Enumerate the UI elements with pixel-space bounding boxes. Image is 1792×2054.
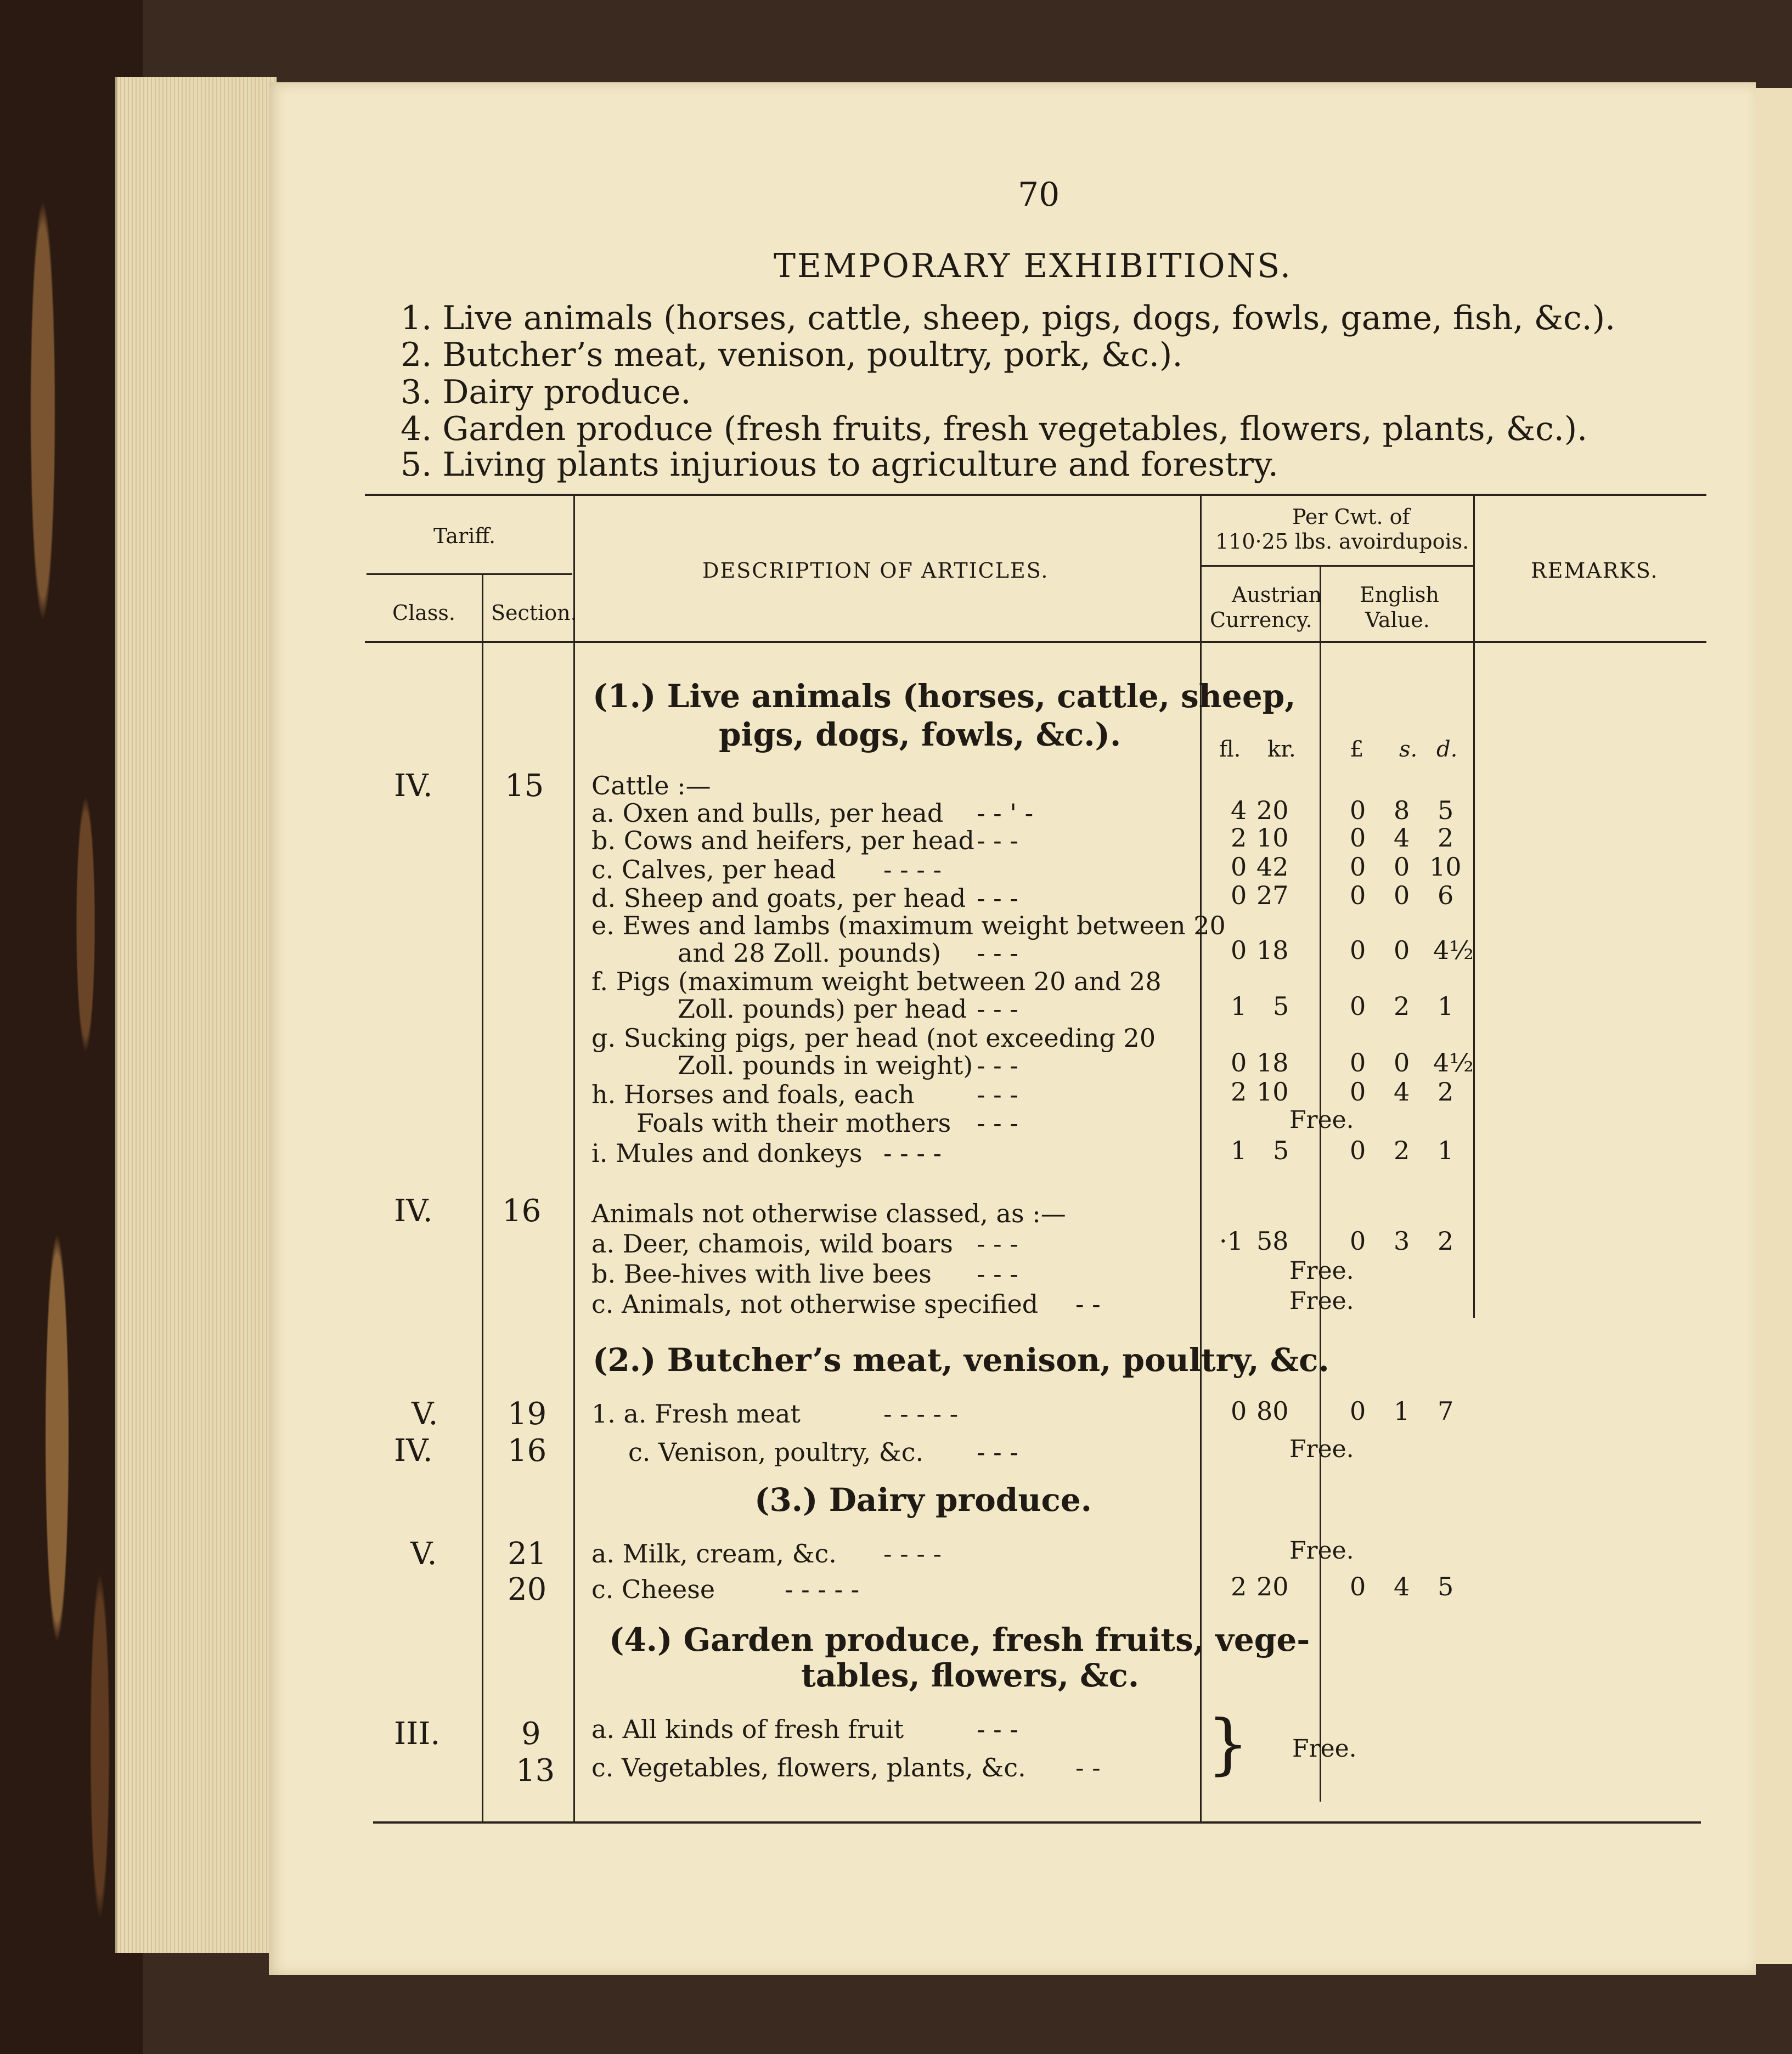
section-title: (4.) Garden produce, fresh fruits, vege-: [609, 1621, 1310, 1658]
english-remarks-divider: [1473, 495, 1475, 1318]
leader-dashes: - - - -: [883, 1539, 942, 1568]
header-bottom-rule: [365, 641, 1706, 643]
section-title: pigs, dogs, fowls, &c.).: [719, 716, 1122, 753]
unit-pound: £: [1350, 737, 1364, 762]
section-number: 19: [508, 1396, 547, 1432]
leader-dashes: - - -: [977, 1080, 1018, 1109]
leader-dashes: - -: [1075, 1289, 1101, 1319]
leader-dashes: - - -: [977, 1259, 1018, 1289]
value-pound: 0: [1350, 823, 1366, 853]
value-florin: 2: [1231, 1077, 1247, 1107]
value-pence: 7: [1438, 1396, 1454, 1426]
value-florin: 0: [1231, 881, 1247, 910]
row-label: d. Sheep and goats, per head: [591, 883, 966, 913]
value-shilling: 4: [1394, 823, 1410, 853]
row-label: Foals with their mothers: [636, 1108, 951, 1138]
value-pound: 0: [1350, 852, 1366, 882]
leader-dashes: - - - - -: [883, 1399, 959, 1429]
section-number: 13: [516, 1753, 555, 1788]
leader-dashes: - - - - -: [785, 1575, 860, 1604]
value-florin: ·1: [1219, 1226, 1243, 1256]
row-label: c. Calves, per head: [591, 855, 836, 884]
value-shilling: 0: [1394, 1048, 1410, 1077]
class-section-divider: [482, 575, 483, 1821]
section-title: tables, flowers, &c.: [801, 1657, 1140, 1694]
leader-dashes: - - - -: [883, 1138, 942, 1168]
value-florin: 0: [1231, 1048, 1247, 1077]
header-per-cwt: Per Cwt. of: [1292, 505, 1410, 529]
unit-pence: d.: [1436, 737, 1458, 762]
value-pound: 0: [1350, 1226, 1366, 1256]
header-english: English: [1360, 583, 1439, 607]
value-pound: 0: [1350, 1077, 1366, 1107]
table-bottom-rule: [373, 1821, 1701, 1824]
value-pound: 0: [1350, 935, 1366, 965]
austrian-english-divider: [1320, 566, 1321, 1802]
value-shilling: 1: [1394, 1396, 1410, 1426]
row-label: h. Horses and foals, each: [591, 1080, 915, 1109]
value-pound: 0: [1350, 881, 1366, 910]
value-free: Free.: [1289, 1106, 1354, 1134]
page-edges: [115, 77, 277, 1953]
value-kreuzer: 27: [1256, 881, 1289, 910]
value-shilling: 8: [1394, 795, 1410, 825]
class-label: V.: [412, 1396, 438, 1432]
unit-shilling: s.: [1399, 737, 1418, 762]
value-shilling: 0: [1394, 935, 1410, 965]
class-label: IV.: [394, 1433, 433, 1469]
brace-glyph: }: [1207, 1706, 1249, 1782]
row-label: b. Cows and heifers, per head: [591, 826, 974, 855]
value-pound: 0: [1350, 795, 1366, 825]
value-free: Free.: [1289, 1537, 1354, 1565]
value-kreuzer: 58: [1256, 1226, 1289, 1256]
currency-split-rule: [1202, 565, 1473, 567]
row-label: Cattle :—: [591, 771, 711, 800]
page-heading: TEMPORARY EXHIBITIONS.: [774, 247, 1293, 285]
leader-dashes: - - -: [977, 1108, 1018, 1138]
row-label-continued: and 28 Zoll. pounds): [678, 938, 941, 968]
section-number: 16: [508, 1433, 547, 1469]
unit-florin: fl.: [1219, 737, 1241, 762]
value-florin: 0: [1231, 935, 1247, 965]
row-label: g. Sucking pigs, per head (not exceeding 20: [591, 1023, 1156, 1053]
header-austrian: Austrian: [1232, 583, 1322, 607]
value-pence: 10: [1429, 852, 1462, 882]
category-item: 5. Living plants injurious to agriculture and forestry.: [401, 445, 1278, 484]
row-label-continued: Zoll. pounds) per head: [678, 994, 967, 1024]
row-label: c. Animals, not otherwise specified: [591, 1289, 1039, 1319]
header-value: Value.: [1365, 608, 1430, 632]
class-label: V.: [410, 1536, 437, 1572]
category-item: 2. Butcher’s meat, venison, poultry, pork, &c.).: [401, 336, 1183, 374]
value-florin: 4: [1231, 795, 1247, 825]
value-kreuzer: 42: [1256, 852, 1289, 882]
leader-dashes: - - -: [977, 1714, 1018, 1744]
value-pence: 1: [1438, 1136, 1454, 1165]
page-number: 70: [1018, 176, 1060, 214]
row-label: b. Bee-hives with live bees: [591, 1259, 932, 1289]
value-florin: 0: [1231, 1396, 1247, 1426]
tariff-split-rule: [367, 573, 572, 575]
row-label: 1. a. Fresh meat: [591, 1399, 801, 1429]
row-label: a. Oxen and bulls, per head: [591, 798, 944, 828]
row-label: f. Pigs (maximum weight between 20 and 28: [591, 967, 1162, 996]
header-remarks: REMARKS.: [1531, 558, 1659, 583]
row-label: c. Venison, poultry, &c.: [628, 1437, 924, 1467]
value-free: Free.: [1292, 1735, 1357, 1763]
value-florin: 1: [1231, 991, 1247, 1021]
section-title: (2.) Butcher’s meat, venison, poultry, &c.: [593, 1341, 1329, 1379]
section-number: 21: [508, 1536, 547, 1572]
header-description: DESCRIPTION OF ARTICLES.: [702, 558, 1049, 583]
value-florin: 1: [1231, 1136, 1247, 1165]
row-label: i. Mules and donkeys: [591, 1138, 863, 1168]
section-number: 9: [521, 1716, 541, 1752]
next-page-edge: [1750, 88, 1792, 1964]
value-free: Free.: [1289, 1287, 1354, 1315]
table-top-rule: [365, 494, 1706, 496]
section-number: 15: [505, 768, 544, 804]
value-free: Free.: [1289, 1435, 1354, 1463]
value-kreuzer: 5: [1273, 1136, 1289, 1165]
value-pence: 2: [1438, 1077, 1454, 1107]
category-item: 4. Garden produce (fresh fruits, fresh vegetables, flowers, plants, &c.).: [401, 410, 1588, 448]
header-tariff: Tariff.: [433, 524, 496, 548]
value-pence: 1: [1438, 991, 1454, 1021]
value-pound: 0: [1350, 991, 1366, 1021]
row-label: a. All kinds of fresh fruit: [591, 1714, 904, 1744]
row-label-continued: Zoll. pounds in weight): [678, 1051, 973, 1080]
value-florin: 0: [1231, 852, 1247, 882]
value-pound: 0: [1350, 1396, 1366, 1426]
category-item: 3. Dairy produce.: [401, 373, 691, 411]
header-section: Section.: [491, 601, 577, 625]
value-kreuzer: 10: [1256, 823, 1289, 853]
value-florin: 2: [1231, 823, 1247, 853]
value-kreuzer: 10: [1256, 1077, 1289, 1107]
row-label: c. Vegetables, flowers, plants, &c.: [591, 1753, 1026, 1782]
value-pound: 0: [1350, 1136, 1366, 1165]
leader-dashes: - - -: [977, 883, 1018, 913]
value-shilling: 3: [1394, 1226, 1410, 1256]
header-class: Class.: [392, 601, 455, 625]
row-label: a. Deer, chamois, wild boars: [591, 1229, 953, 1259]
section-title: (1.) Live animals (horses, cattle, sheep,: [593, 678, 1296, 715]
section-number: 16: [502, 1193, 542, 1229]
value-pence: 4½: [1433, 1048, 1474, 1077]
value-kreuzer: 5: [1273, 991, 1289, 1021]
value-shilling: 4: [1394, 1077, 1410, 1107]
value-kreuzer: 20: [1256, 795, 1289, 825]
leader-dashes: - - ' -: [977, 798, 1034, 828]
header-per-cwt-weight: 110·25 lbs. avoirdupois.: [1215, 529, 1469, 554]
leader-dashes: - - -: [977, 826, 1018, 855]
value-pound: 0: [1350, 1048, 1366, 1077]
leader-dashes: - -: [1075, 1753, 1101, 1782]
category-item: 1. Live animals (horses, cattle, sheep, pigs, dogs, fowls, game, fish, &c.).: [401, 299, 1616, 337]
value-kreuzer: 18: [1256, 1048, 1289, 1077]
value-kreuzer: 20: [1256, 1572, 1289, 1601]
leader-dashes: - - -: [977, 1437, 1018, 1467]
value-pound: 0: [1350, 1572, 1366, 1601]
leader-dashes: - - -: [977, 994, 1018, 1024]
value-pence: 6: [1438, 881, 1454, 910]
value-kreuzer: 80: [1256, 1396, 1289, 1426]
value-pence: 4½: [1433, 935, 1474, 965]
leader-dashes: - - - -: [883, 855, 942, 884]
class-label: III.: [394, 1716, 441, 1752]
header-currency: Currency.: [1210, 608, 1312, 632]
value-pence: 5: [1438, 795, 1454, 825]
value-pence: 2: [1438, 1226, 1454, 1256]
value-pence: 5: [1438, 1572, 1454, 1601]
value-shilling: 2: [1394, 991, 1410, 1021]
leader-dashes: - - -: [977, 1229, 1018, 1259]
row-label: Animals not otherwise classed, as :—: [591, 1199, 1066, 1228]
value-shilling: 0: [1394, 881, 1410, 910]
leader-dashes: - - -: [977, 1051, 1018, 1080]
value-shilling: 0: [1394, 852, 1410, 882]
value-shilling: 4: [1394, 1572, 1410, 1601]
row-label: e. Ewes and lambs (maximum weight between 20: [591, 911, 1226, 940]
unit-kreuzer: kr.: [1267, 737, 1296, 762]
row-label: a. Milk, cream, &c.: [591, 1539, 837, 1568]
class-label: IV.: [394, 1193, 433, 1229]
row-label: c. Cheese: [591, 1575, 715, 1604]
section-number: 20: [508, 1572, 547, 1607]
leader-dashes: - - -: [977, 938, 1018, 968]
section-title: (3.) Dairy produce.: [754, 1481, 1092, 1519]
value-free: Free.: [1289, 1257, 1354, 1285]
class-label: IV.: [394, 768, 433, 804]
value-shilling: 2: [1394, 1136, 1410, 1165]
value-florin: 2: [1231, 1572, 1247, 1601]
value-pence: 2: [1438, 823, 1454, 853]
section-desc-divider: [573, 495, 575, 1821]
value-kreuzer: 18: [1256, 935, 1289, 965]
